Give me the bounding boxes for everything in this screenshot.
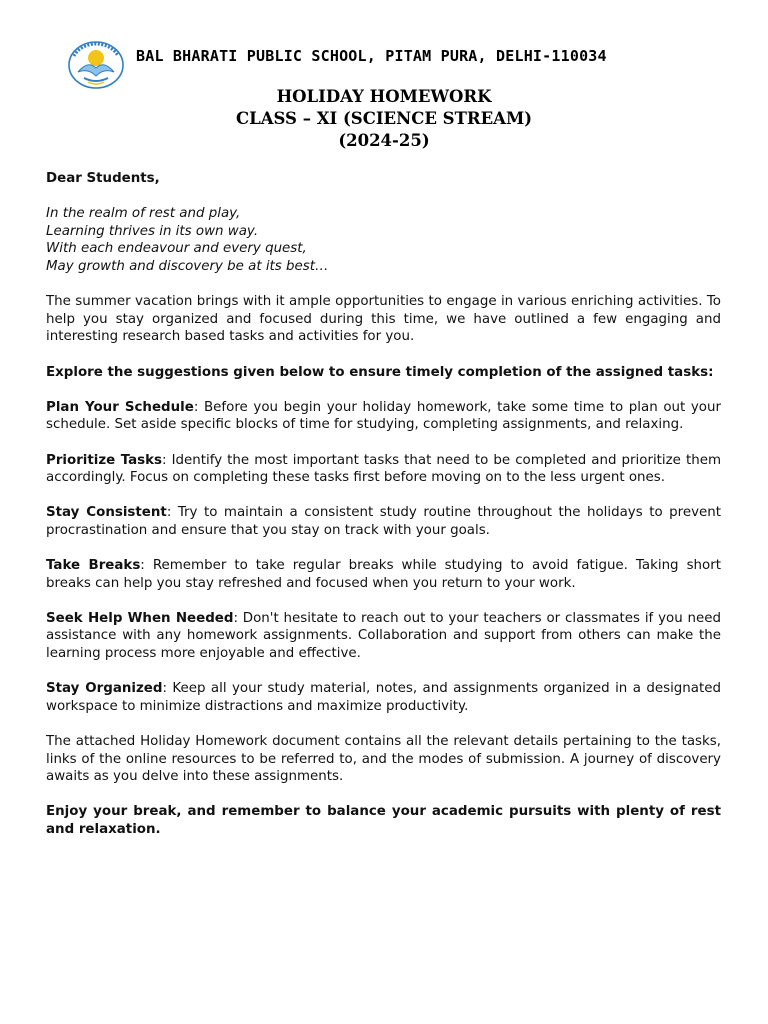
tip-text: : Before you begin your holiday homework, take some time to plan out your schedule. Set aside specific blocks of time for studying, completing assignments, and relaxing. xyxy=(46,399,721,433)
poem-line: With each endeavour and every quest, xyxy=(46,241,307,257)
tip-paragraph xyxy=(46,680,721,715)
tip-title: Seek Help When Needed xyxy=(46,610,234,626)
tip-title: Prioritize Tasks xyxy=(46,452,163,468)
title-line-2: CLASS – XI (SCIENCE STREAM) xyxy=(235,109,533,128)
tip-paragraph xyxy=(46,504,721,539)
poem xyxy=(46,205,721,275)
tip-text: : Keep all your study material, notes, and assignments organized in a designated workspace to minimize distractions and maximize productivity. xyxy=(46,681,721,714)
poem-line: In the realm of rest and play, xyxy=(46,206,241,222)
tip-text: : Identify the most important tasks that need to be completed and prioritize them accordingly. Focus on completing these tasks first before moving on to the less urgent ones. xyxy=(46,452,721,486)
tip-text: : Don't hesitate to reach out to your teachers or classmates if you need assistance with any homework assignments. Collaboration and support from others can make the learning process more enjoyable and effective. xyxy=(46,610,721,662)
document-title xyxy=(0,86,768,152)
tip-paragraph xyxy=(46,452,721,487)
school-name: BAL BHARATI PUBLIC SCHOOL, PITAM PURA, DELHI-110034 xyxy=(136,47,607,65)
letter-body xyxy=(46,170,721,856)
tip-paragraph xyxy=(46,557,721,592)
title-line-1: HOLIDAY HOMEWORK xyxy=(276,87,492,106)
salutation: Dear Students, xyxy=(46,171,160,186)
tip-text: : Try to maintain a consistent study routine throughout the holidays to prevent procrastination and ensure that you stay on track with your goals. xyxy=(46,505,722,538)
tip-text: : Remember to take regular breaks while studying to avoid fatigue. Taking short breaks can help you stay refreshed and focused when you return to your work. xyxy=(46,558,721,591)
school-crest-icon xyxy=(66,38,126,90)
instructions-lead: Explore the suggestions given below to ensure timely completion of the assigned tasks: xyxy=(46,364,714,380)
tip-title: Plan Your Schedule xyxy=(46,399,194,415)
tip-title: Stay Consistent xyxy=(46,505,167,521)
tip-title: Take Breaks xyxy=(46,558,141,574)
poem-line: May growth and discovery be at its best… xyxy=(46,258,329,274)
tip-paragraph xyxy=(46,610,721,663)
tip-paragraph xyxy=(46,399,721,434)
tip-title: Stay Organized xyxy=(46,681,163,697)
title-line-3: (2024-25) xyxy=(338,131,430,150)
poem-line: Learning thrives in its own way. xyxy=(46,223,259,239)
intro-paragraph: The summer vacation brings with it ample opportunities to engage in various enriching activities. To help you stay organized and focused during this time, we have outlined a few engaging and interesting research based tasks and activities for you. xyxy=(46,294,721,345)
attached-note-paragraph: The attached Holiday Homework document contains all the relevant details pertaining to the tasks, links of the online resources to be referred to, and the modes of submission. A journey of discovery awaits as you delve into these assignments. xyxy=(46,734,721,785)
closing-paragraph: Enjoy your break, and remember to balance your academic pursuits with plenty of rest and relaxation. xyxy=(46,804,721,837)
letterhead xyxy=(66,36,726,92)
